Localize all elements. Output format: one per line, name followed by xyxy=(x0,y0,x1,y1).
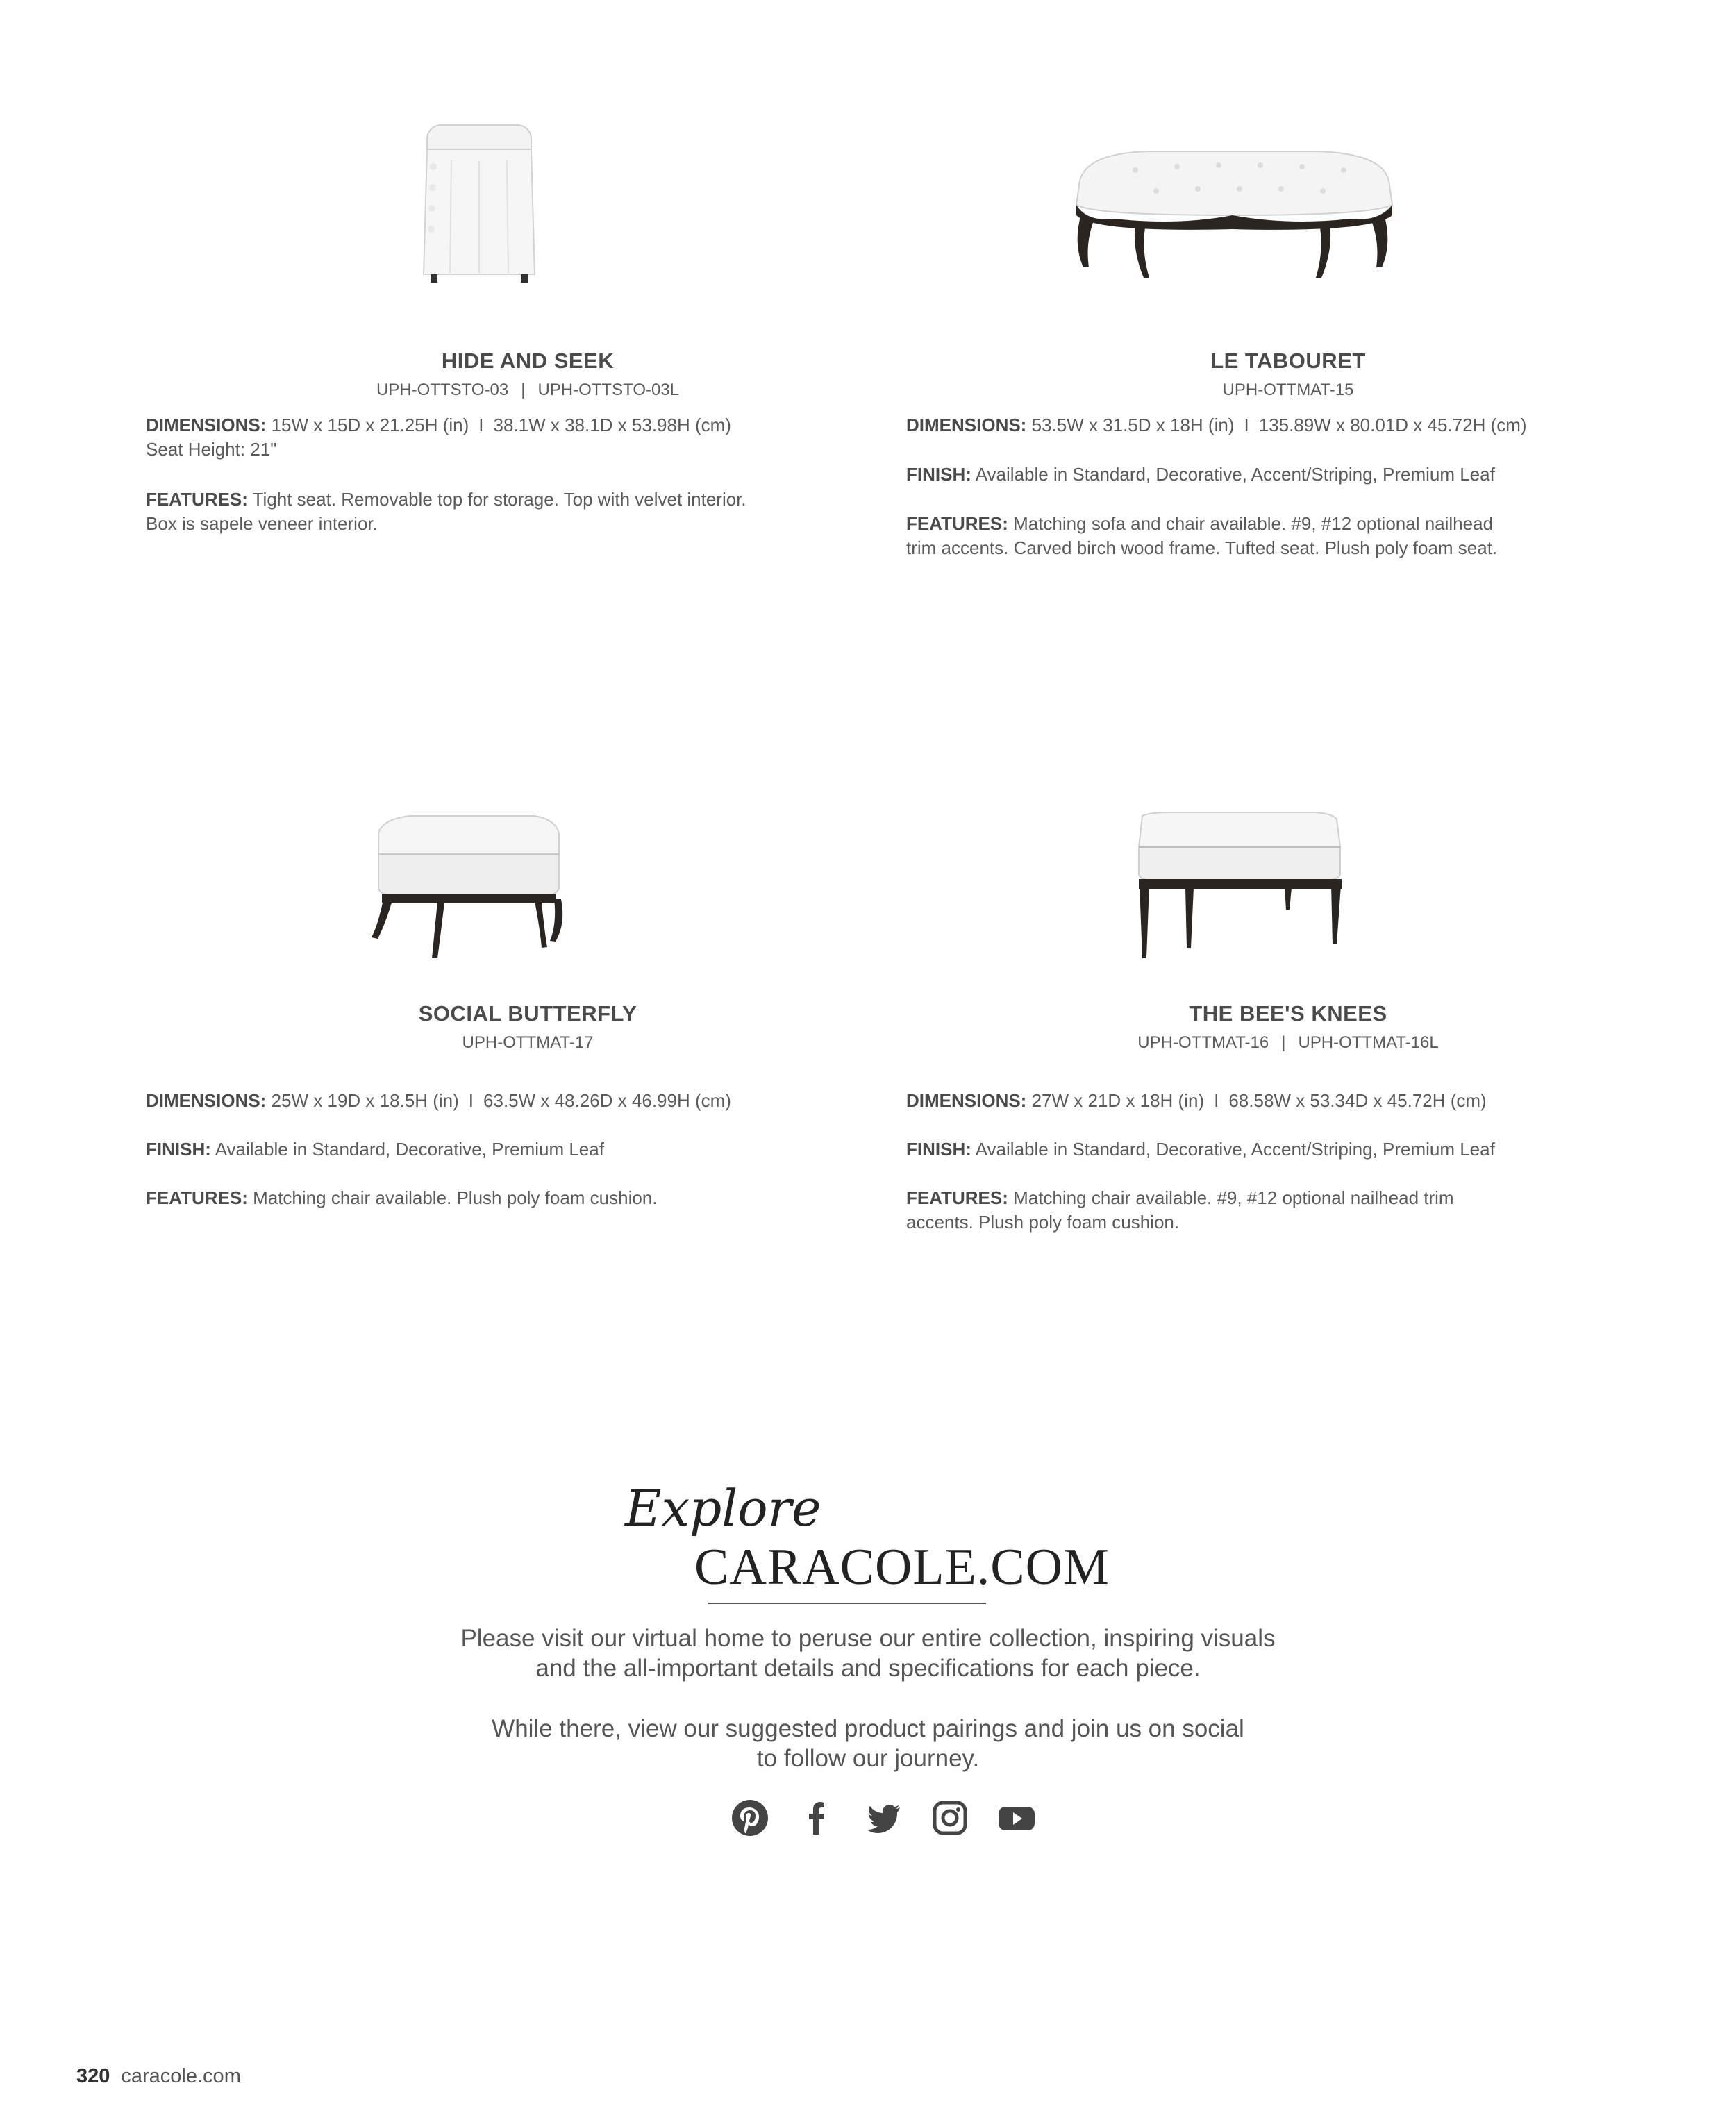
dimensions-label: DIMENSIONS: xyxy=(906,415,1027,435)
dimensions-cm: 63.5W x 48.26D x 46.99H (cm) xyxy=(483,1090,731,1111)
youtube-icon[interactable] xyxy=(997,1798,1036,1837)
finish-label: FINISH: xyxy=(906,464,971,485)
product-codes xyxy=(146,1033,910,1053)
explore-brand-link[interactable]: CARACOLE.COM xyxy=(694,1539,1110,1596)
features-label: FEATURES: xyxy=(146,489,248,510)
explore-paragraph-2-line-2: to follow our journey. xyxy=(756,1745,980,1772)
explore-paragraph-2-line-1: While there, view our suggested product pairings and join us on social xyxy=(492,1715,1244,1742)
hide-and-seek-stool-image xyxy=(389,118,569,299)
finish-label: FINISH: xyxy=(146,1139,211,1160)
twitter-icon[interactable] xyxy=(864,1798,903,1837)
product-code: UPH-OTTMAT-16L xyxy=(1298,1033,1439,1052)
instagram-icon[interactable] xyxy=(930,1798,969,1837)
product-name: THE BEE'S KNEES xyxy=(1189,1001,1387,1026)
features-text: Tight seat. Removable top for storage. Top with velvet interior. xyxy=(252,489,746,510)
dimensions-cm: 38.1W x 38.1D x 53.98H (cm) xyxy=(493,415,731,435)
code-separator: | xyxy=(1281,1033,1286,1052)
finish-text: Available in Standard, Decorative, Accent/Striping, Premium Leaf xyxy=(975,464,1495,485)
product-name: LE TABOURET xyxy=(1210,349,1366,373)
features-continued: accents. Plush poly foam cushion. xyxy=(906,1212,1180,1233)
the-bees-knees-ottoman-image xyxy=(1128,792,1351,972)
features-text: Matching chair available. #9, #12 optional nailhead trim xyxy=(1013,1187,1454,1208)
dimensions xyxy=(146,413,910,437)
features-label: FEATURES: xyxy=(146,1187,248,1208)
explore-paragraph-1-line-2: and the all-important details and specifications for each piece. xyxy=(535,1655,1201,1682)
features-label: FEATURES: xyxy=(906,513,1008,534)
dimensions-cm: 135.89W x 80.01D x 45.72H (cm) xyxy=(1258,415,1527,435)
dimensions xyxy=(906,1089,1670,1113)
features-label: FEATURES: xyxy=(906,1187,1008,1208)
finish xyxy=(146,1137,910,1162)
product-code: UPH-OTTSTO-03 xyxy=(376,381,509,399)
product-name: SOCIAL BUTTERFLY xyxy=(418,1001,637,1026)
dimensions-in: 25W x 19D x 18.5H (in) xyxy=(271,1090,459,1111)
facebook-icon[interactable] xyxy=(797,1798,836,1837)
finish-text: Available in Standard, Decorative, Premium Leaf xyxy=(215,1139,604,1160)
product-codes xyxy=(906,381,1670,400)
explore-paragraph-1-line-1: Please visit our virtual home to peruse our entire collection, inspiring visuals xyxy=(460,1625,1276,1652)
dimensions-cm: 68.58W x 53.34D x 45.72H (cm) xyxy=(1228,1090,1487,1111)
features-continued: Box is sapele veneer interior. xyxy=(146,513,378,534)
dimension-separator: I xyxy=(1244,415,1249,435)
dimensions-in: 53.5W x 31.5D x 18H (in) xyxy=(1031,415,1235,435)
explore-divider xyxy=(708,1603,986,1604)
explore-script-heading: Explore xyxy=(625,1479,821,1537)
product-codes xyxy=(146,381,910,400)
dimensions-in: 27W x 21D x 18H (in) xyxy=(1031,1090,1205,1111)
finish xyxy=(906,1137,1670,1162)
finish-label: FINISH: xyxy=(906,1139,971,1160)
dimension-separator: I xyxy=(468,1090,474,1111)
dimensions xyxy=(906,413,1670,437)
pinterest-icon[interactable] xyxy=(731,1798,769,1837)
code-separator: | xyxy=(521,381,526,399)
page-number: 320 xyxy=(76,2065,110,2087)
dimensions-label: DIMENSIONS: xyxy=(906,1090,1027,1111)
features xyxy=(146,1186,910,1210)
product-code: UPH-OTTMAT-17 xyxy=(462,1033,594,1052)
product-code: UPH-OTTSTO-03L xyxy=(537,381,680,399)
product-code: UPH-OTTMAT-16 xyxy=(1137,1033,1269,1052)
dimension-separator: I xyxy=(1214,1090,1219,1111)
features xyxy=(146,487,910,512)
footer-site-link[interactable]: caracole.com xyxy=(121,2065,241,2087)
dimensions-label: DIMENSIONS: xyxy=(146,1090,267,1111)
dimensions xyxy=(146,1089,910,1113)
product-codes xyxy=(906,1033,1670,1053)
features-text: Matching sofa and chair available. #9, #12 optional nailhead xyxy=(1013,513,1494,534)
le-tabouret-ottoman-image xyxy=(1066,139,1399,292)
features xyxy=(906,1186,1670,1210)
dimensions-label: DIMENSIONS: xyxy=(146,415,267,435)
dimensions-in: 15W x 15D x 21.25H (in) xyxy=(271,415,469,435)
product-name: HIDE AND SEEK xyxy=(441,349,615,373)
features-continued: trim accents. Carved birch wood frame. Tufted seat. Plush poly foam seat. xyxy=(906,537,1498,558)
finish xyxy=(906,462,1670,487)
features xyxy=(906,512,1670,536)
seat-height: Seat Height: 21" xyxy=(146,439,277,460)
social-butterfly-ottoman-image xyxy=(368,792,569,972)
page-footer xyxy=(76,2065,241,2088)
finish-text: Available in Standard, Decorative, Accent/Striping, Premium Leaf xyxy=(975,1139,1495,1160)
features-text: Matching chair available. Plush poly foam cushion. xyxy=(253,1187,658,1208)
social-icons xyxy=(731,1798,1036,1837)
dimension-separator: I xyxy=(478,415,484,435)
product-code: UPH-OTTMAT-15 xyxy=(1222,381,1354,399)
